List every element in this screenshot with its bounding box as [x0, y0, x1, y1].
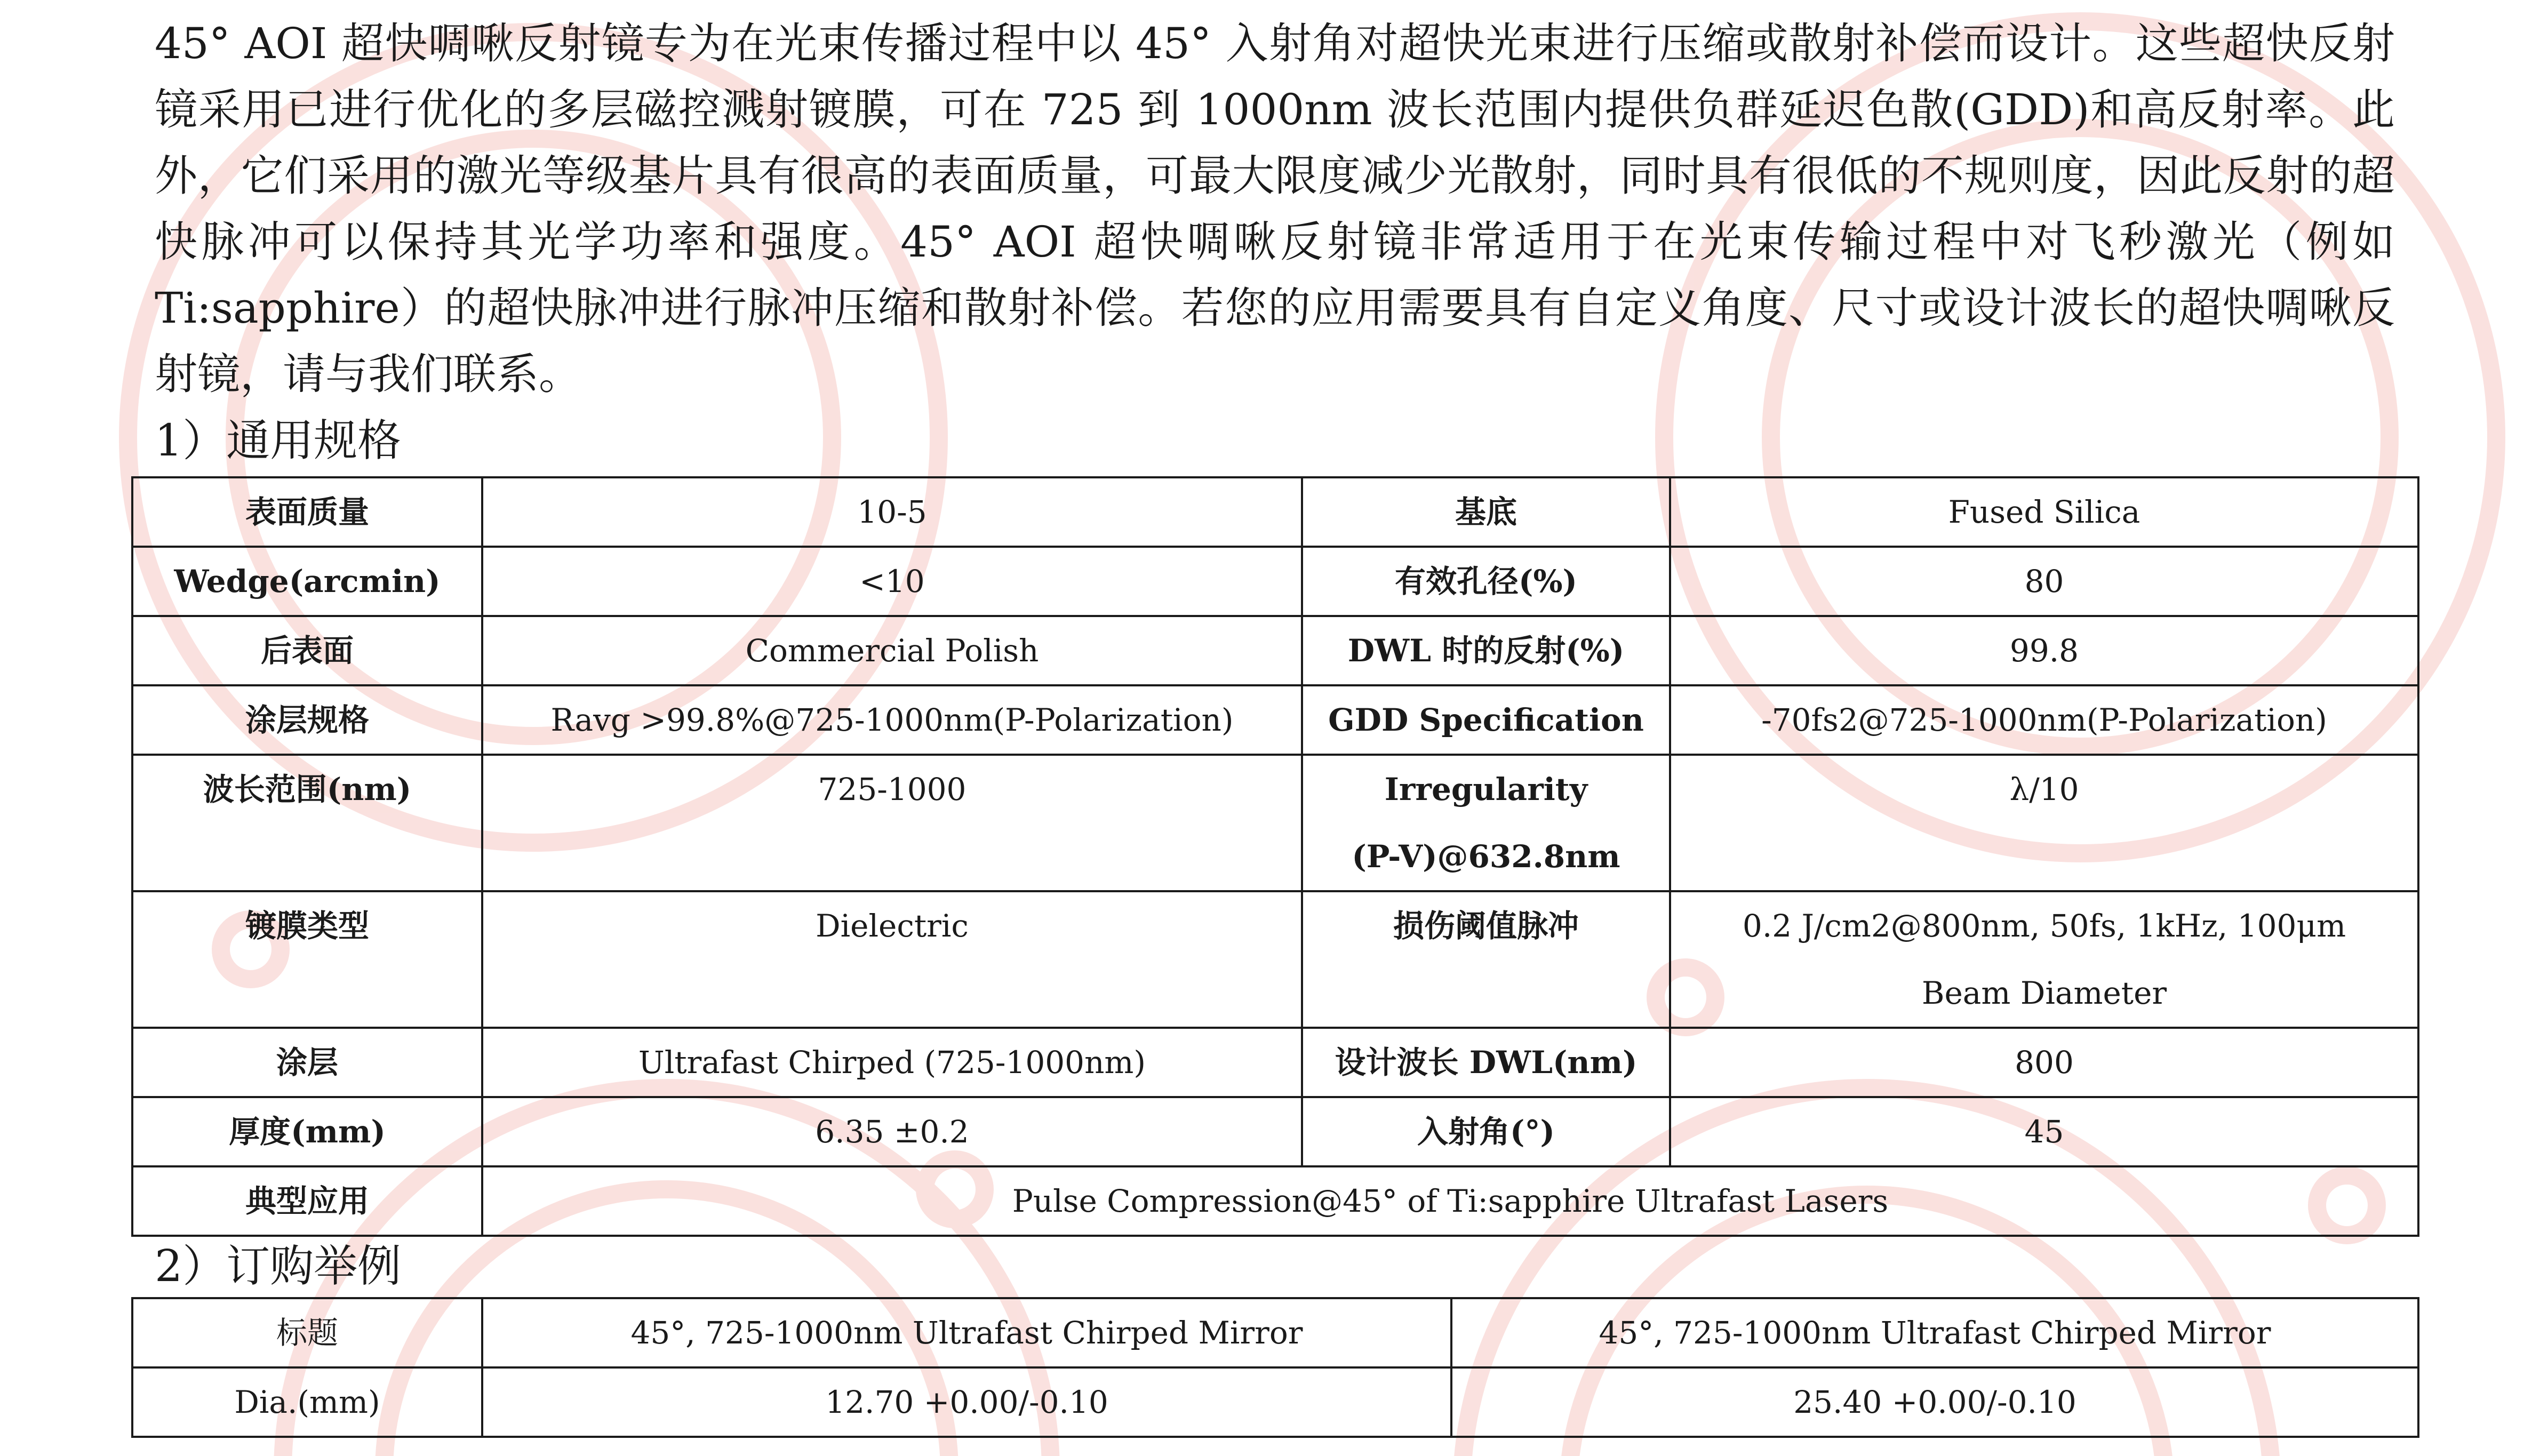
order-cell-text: 标题: [276, 1315, 338, 1351]
spec-value: [1670, 755, 2418, 891]
spec-label: [132, 685, 482, 755]
spec-value: [1670, 616, 2418, 685]
section-heading-order-example: 2）订购举例: [155, 1241, 402, 1292]
spec-value-line: Dielectric: [816, 908, 969, 944]
spec-label-text: 波长范围(nm): [203, 771, 412, 807]
spec-value-line: Ultrafast Chirped (725-1000nm): [638, 1044, 1146, 1081]
spec-label: [1302, 685, 1670, 755]
spec-label-text: 涂层: [276, 1044, 338, 1081]
spec-label: [1302, 755, 1670, 891]
spec-label-text: Wedge(arcmin): [174, 563, 441, 599]
order-cell-text: Dia.(mm): [234, 1384, 380, 1420]
spec-label: [1302, 891, 1670, 1028]
spec-row-application: [132, 1166, 2418, 1236]
spec-label-text: 涂层规格: [245, 702, 369, 738]
spec-value-line: 800: [2015, 1044, 2074, 1081]
spec-label: [132, 616, 482, 685]
spec-label: [132, 547, 482, 616]
spec-value: [1670, 891, 2418, 1028]
spec-row: [132, 1028, 2418, 1097]
spec-value: [1670, 685, 2418, 755]
order-cell-text: 25.40 +0.00/-0.10: [1793, 1384, 2076, 1420]
intro-paragraph: 45° AOI 超快啁啾反射镜专为在光束传播过程中以 45° 入射角对超快光束进行压缩或散射补偿而设计。这些超快反射镜采用已进行优化的多层磁控溅射镀膜，可在 725 到 1000nm 波长范围内提供负群延迟色散(GDD)和高反射率。此外，它们采用的激光等级基片具有很高的表面质量，可最大限度减少光散射，同时具有很低的不规则度，因此反射的超快脉冲可以保持其光学功率和强度。45° AOI 超快啁啾反射镜非常适用于在光束传输过程中对飞秒激光（例如 Ti:sapphire）的超快脉冲进行脉冲压缩和散射补偿。若您的应用需要具有自定义角度、尺寸或设计波长的超快啁啾反射镜，请与我们联系。: [155, 19, 2395, 399]
spec-value-text: Pulse Compression@45° of Ti:sapphire Ultrafast Lasers: [1012, 1183, 1889, 1219]
order-label: [132, 1298, 482, 1367]
section-heading-general-spec: 1）通用规格: [155, 415, 402, 466]
spec-label-text: 厚度(mm): [229, 1114, 386, 1150]
spec-label: [1302, 1028, 1670, 1097]
spec-row: [132, 477, 2418, 547]
spec-value-line: -70fs2@725-1000nm(P-Polarization): [1761, 702, 2327, 738]
spec-row: [132, 755, 2418, 891]
spec-label-line: (P-V)@632.8nm: [1352, 838, 1620, 875]
spec-label-text: 典型应用: [245, 1183, 369, 1219]
spec-label: [132, 1166, 482, 1236]
spec-row: [132, 547, 2418, 616]
spec-label-line: 损伤阈值脉冲: [1393, 908, 1579, 944]
spec-value: [482, 1028, 1302, 1097]
spec-value-line: Ravg >99.8%@725-1000nm(P-Polarization): [550, 702, 1234, 738]
general-spec-table: [131, 476, 2419, 1237]
order-example-table: [131, 1297, 2419, 1438]
spec-value: [482, 685, 1302, 755]
spec-row: [132, 616, 2418, 685]
order-cell-text: 12.70 +0.00/-0.10: [825, 1384, 1108, 1420]
spec-value-line: 99.8: [2009, 633, 2079, 669]
spec-value: [482, 547, 1302, 616]
spec-label: [132, 477, 482, 547]
spec-label-line: 入射角(°): [1417, 1114, 1555, 1150]
spec-row: [132, 891, 2418, 1028]
spec-value: [1670, 547, 2418, 616]
spec-label: [1302, 1097, 1670, 1166]
spec-value: [482, 891, 1302, 1028]
spec-value-line: 0.2 J/cm2@800nm, 50fs, 1kHz, 100μm: [1742, 908, 2346, 944]
spec-label-line: 设计波长 DWL(nm): [1335, 1044, 1638, 1081]
order-value: [482, 1367, 1451, 1437]
spec-value-line: Commercial Polish: [745, 633, 1039, 669]
spec-value: [482, 1166, 2418, 1236]
spec-value-line: Beam Diameter: [1921, 975, 2167, 1011]
order-cell-text: 45°, 725-1000nm Ultrafast Chirped Mirror: [630, 1315, 1303, 1351]
spec-label-text: 镀膜类型: [245, 908, 369, 944]
spec-label: [132, 891, 482, 1028]
order-value: [1451, 1367, 2418, 1437]
spec-label: [1302, 547, 1670, 616]
spec-value: [482, 616, 1302, 685]
spec-value-line: Fused Silica: [1948, 494, 2140, 530]
spec-value: [1670, 1028, 2418, 1097]
spec-label-text: 表面质量: [245, 494, 369, 530]
spec-label: [1302, 477, 1670, 547]
order-label: [132, 1367, 482, 1437]
order-cell-text: 45°, 725-1000nm Ultrafast Chirped Mirror: [1599, 1315, 2271, 1351]
spec-row: [132, 1097, 2418, 1166]
spec-label: [132, 1028, 482, 1097]
spec-label-text: 后表面: [260, 633, 354, 669]
spec-label: [1302, 616, 1670, 685]
spec-label-line: GDD Specification: [1328, 702, 1644, 738]
order-value: [1451, 1298, 2418, 1367]
spec-value-line: 725-1000: [818, 771, 967, 807]
order-row: [132, 1367, 2418, 1437]
spec-row: [132, 685, 2418, 755]
order-row: [132, 1298, 2418, 1367]
spec-label-line: DWL 时的反射(%): [1347, 633, 1625, 669]
spec-value-line: <10: [859, 563, 925, 599]
spec-label: [132, 755, 482, 891]
spec-value: [1670, 477, 2418, 547]
spec-value-line: 45: [2024, 1114, 2064, 1150]
order-value: [482, 1298, 1451, 1367]
spec-value: [482, 1097, 1302, 1166]
spec-value: [1670, 1097, 2418, 1166]
spec-value-line: 10-5: [857, 494, 927, 530]
spec-value-line: 80: [2024, 563, 2064, 599]
spec-value-line: 6.35 ±0.2: [815, 1114, 969, 1150]
spec-value: [482, 477, 1302, 547]
spec-label-line: Irregularity: [1384, 771, 1588, 807]
spec-value: [482, 755, 1302, 891]
spec-label: [132, 1097, 482, 1166]
spec-label-line: 基底: [1455, 494, 1517, 530]
spec-label-line: 有效孔径(%): [1395, 563, 1577, 599]
spec-value-line: λ/10: [2009, 771, 2079, 807]
